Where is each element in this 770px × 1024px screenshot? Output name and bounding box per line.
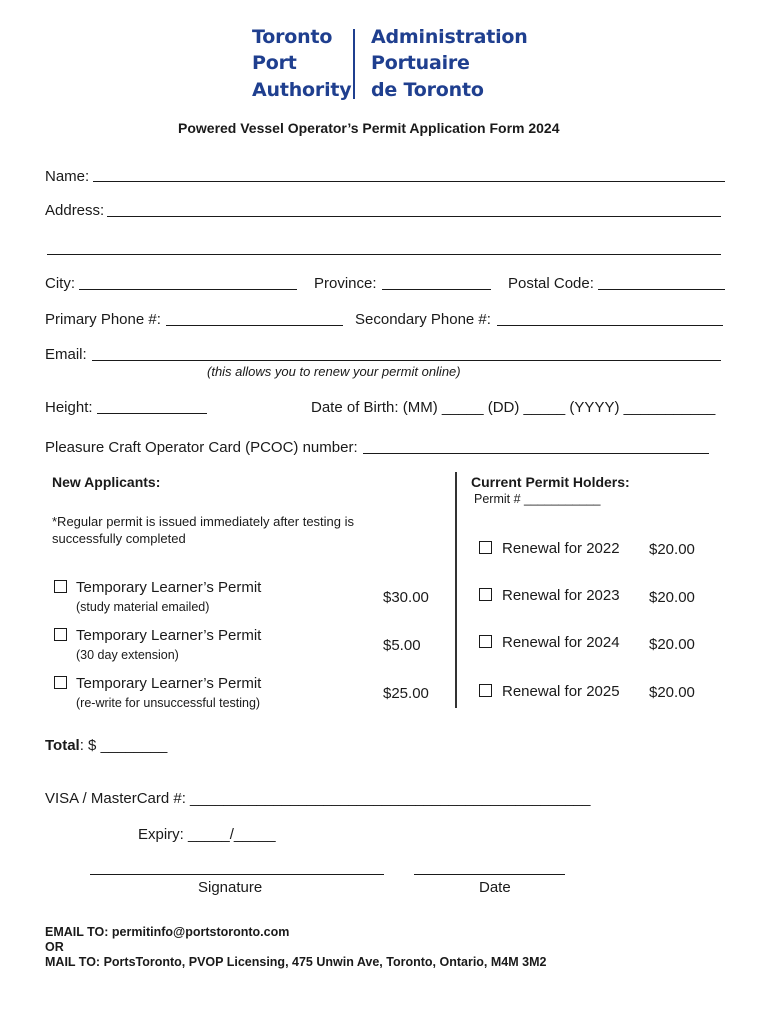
regular-permit-note-line-2: successfully completed	[52, 531, 186, 546]
address-label: Address:	[45, 202, 105, 219]
logo-en-line-1: Toronto	[252, 26, 333, 48]
height-label: Height:	[45, 399, 93, 416]
total-value: : $ ________	[79, 737, 168, 754]
postal-code-label: Postal Code:	[508, 275, 594, 292]
email-note: (this allows you to renew your permit online)	[207, 364, 461, 379]
email-field[interactable]	[92, 360, 721, 361]
logo-en-line-2: Port	[252, 52, 297, 74]
secondary-phone-field[interactable]	[497, 325, 723, 326]
renewal-2024-checkbox[interactable]	[479, 635, 492, 648]
postal-code-field[interactable]	[598, 289, 725, 290]
city-label: City:	[45, 275, 75, 292]
pcoc-label: Pleasure Craft Operator Card (PCOC) number:	[45, 439, 358, 456]
date-line[interactable]	[414, 874, 565, 875]
current-holders-heading: Current Permit Holders:	[471, 474, 630, 490]
date-of-birth-field[interactable]: Date of Birth: (MM) _____ (DD) _____ (YYYY) ___________	[311, 399, 716, 416]
province-field[interactable]	[382, 289, 491, 290]
logo-divider	[353, 29, 355, 99]
renewal-label: Renewal for 2023	[502, 587, 620, 604]
height-field[interactable]	[97, 413, 207, 414]
renewal-label: Renewal for 2024	[502, 634, 620, 651]
mail-to: MAIL TO: PortsToronto, PVOP Licensing, 475 Unwin Ave, Toronto, Ontario, M4M 3M2	[45, 955, 547, 969]
primary-phone-field[interactable]	[166, 325, 343, 326]
renewal-label: Renewal for 2025	[502, 683, 620, 700]
renewal-2022-checkbox[interactable]	[479, 541, 492, 554]
name-field[interactable]	[93, 181, 725, 182]
total-field[interactable]	[45, 737, 167, 754]
column-divider	[455, 472, 457, 708]
city-field[interactable]	[79, 289, 297, 290]
secondary-phone-label: Secondary Phone #:	[355, 311, 491, 328]
or-text: OR	[45, 940, 64, 954]
extension-checkbox[interactable]	[54, 628, 67, 641]
option-price: $30.00	[383, 589, 429, 606]
form-title: Powered Vessel Operator’s Permit Application Form 2024	[178, 120, 560, 136]
primary-phone-label: Primary Phone #:	[45, 311, 161, 328]
regular-permit-note-line-1: *Regular permit is issued immediately after testing is	[52, 514, 355, 529]
total-label: Total	[45, 737, 80, 754]
expiry-field[interactable]: Expiry: _____/_____	[138, 826, 276, 843]
signature-label: Signature	[198, 879, 263, 896]
option-price: $5.00	[383, 637, 421, 654]
renewal-label: Renewal for 2022	[502, 540, 620, 557]
renewal-price: $20.00	[649, 684, 695, 701]
card-number-field[interactable]: VISA / MasterCard #: ________________________________________________	[45, 790, 591, 807]
name-label: Name:	[45, 168, 90, 185]
renewal-2023-checkbox[interactable]	[479, 588, 492, 601]
rewrite-checkbox[interactable]	[54, 676, 67, 689]
learner-permit-checkbox[interactable]	[54, 580, 67, 593]
renewal-price: $20.00	[649, 541, 695, 558]
option-label: Temporary Learner’s Permit	[76, 627, 262, 644]
option-sublabel: (study material emailed)	[76, 600, 210, 614]
signature-line[interactable]	[90, 874, 384, 875]
address-field-line-2[interactable]	[47, 254, 721, 255]
renewal-price: $20.00	[649, 589, 695, 606]
new-applicants-heading: New Applicants:	[52, 474, 161, 490]
email-to: EMAIL TO: permitinfo@portstoronto.com	[45, 925, 290, 939]
option-sublabel: (30 day extension)	[76, 648, 179, 662]
renewal-2025-checkbox[interactable]	[479, 684, 492, 697]
option-label: Temporary Learner’s Permit	[76, 675, 262, 692]
date-label: Date	[479, 879, 511, 896]
logo-fr-line-2: Portuaire	[371, 52, 470, 74]
province-label: Province:	[314, 275, 377, 292]
option-label: Temporary Learner’s Permit	[76, 579, 262, 596]
pcoc-field[interactable]	[363, 453, 709, 454]
logo-fr-line-3: de Toronto	[371, 79, 484, 101]
logo-fr-line-1: Administration	[371, 26, 528, 48]
renewal-price: $20.00	[649, 636, 695, 653]
permit-number-field[interactable]: Permit # ___________	[474, 492, 601, 506]
address-field[interactable]	[107, 216, 721, 217]
logo-en-line-3: Authority	[252, 79, 352, 101]
option-sublabel: (re-write for unsuccessful testing)	[76, 696, 261, 710]
email-label: Email:	[45, 346, 87, 363]
option-price: $25.00	[383, 685, 429, 702]
